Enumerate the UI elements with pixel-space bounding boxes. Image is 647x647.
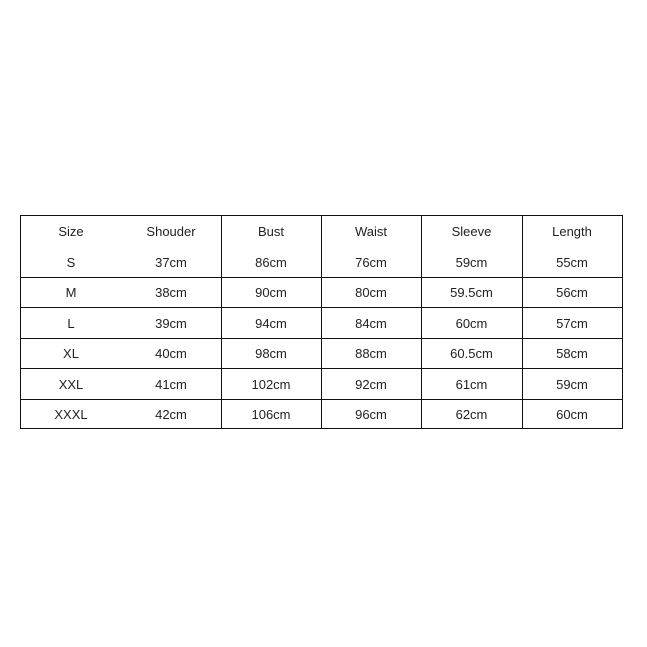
cell-size: L: [67, 315, 75, 331]
cell-waist: 76cm: [355, 254, 387, 270]
cell-length: 55cm: [556, 254, 588, 270]
cell-sleeve: 62cm: [455, 406, 488, 422]
cell-waist: 84cm: [355, 315, 387, 331]
cell-sleeve: 60cm: [455, 315, 488, 331]
cell-size: XL: [63, 346, 79, 361]
cell-size: S: [66, 254, 76, 270]
table-row: [21, 400, 622, 428]
cell-sleeve: 59cm: [455, 254, 488, 270]
table-row: [21, 278, 622, 307]
cell-length: 58cm: [556, 346, 588, 361]
cell-bust: 106cm: [251, 406, 291, 422]
cell-waist: 96cm: [355, 406, 387, 422]
cell-sleeve: 59.5cm: [450, 285, 493, 300]
cell-size: XXL: [58, 376, 84, 392]
cell-length: 59cm: [556, 376, 588, 392]
cell-bust: 94cm: [255, 315, 287, 331]
cell-shoulder: 42cm: [155, 406, 187, 422]
cell-shoulder: 40cm: [155, 346, 187, 361]
header-bust: Bust: [257, 224, 284, 239]
table-row: [21, 369, 622, 399]
size-chart-table: [20, 215, 623, 429]
table-header-row: [21, 216, 622, 247]
header-waist: Waist: [354, 224, 388, 239]
header-size: Size: [58, 224, 84, 239]
cell-length: 60cm: [556, 406, 588, 422]
cell-length: 57cm: [556, 315, 588, 331]
cell-sleeve: 61cm: [455, 376, 488, 392]
cell-shoulder: 38cm: [155, 285, 187, 300]
cell-shoulder: 37cm: [155, 254, 187, 270]
table-row: [21, 247, 622, 277]
table-row: [21, 339, 622, 368]
cell-waist: 92cm: [355, 376, 387, 392]
cell-shoulder: 41cm: [155, 376, 187, 392]
cell-waist: 80cm: [355, 285, 387, 300]
cell-size: M: [65, 285, 77, 300]
cell-bust: 90cm: [255, 285, 287, 300]
cell-size: XXXL: [54, 406, 88, 422]
cell-shoulder: 39cm: [155, 315, 187, 331]
header-sleeve: Sleeve: [451, 224, 492, 239]
table-row: [21, 308, 622, 338]
header-length: Length: [552, 224, 592, 239]
cell-waist: 88cm: [355, 346, 387, 361]
cell-length: 56cm: [556, 285, 588, 300]
header-shoulder: Shouder: [146, 224, 196, 239]
cell-bust: 86cm: [255, 254, 287, 270]
cell-sleeve: 60.5cm: [450, 346, 493, 361]
cell-bust: 98cm: [255, 346, 287, 361]
cell-bust: 102cm: [251, 376, 291, 392]
